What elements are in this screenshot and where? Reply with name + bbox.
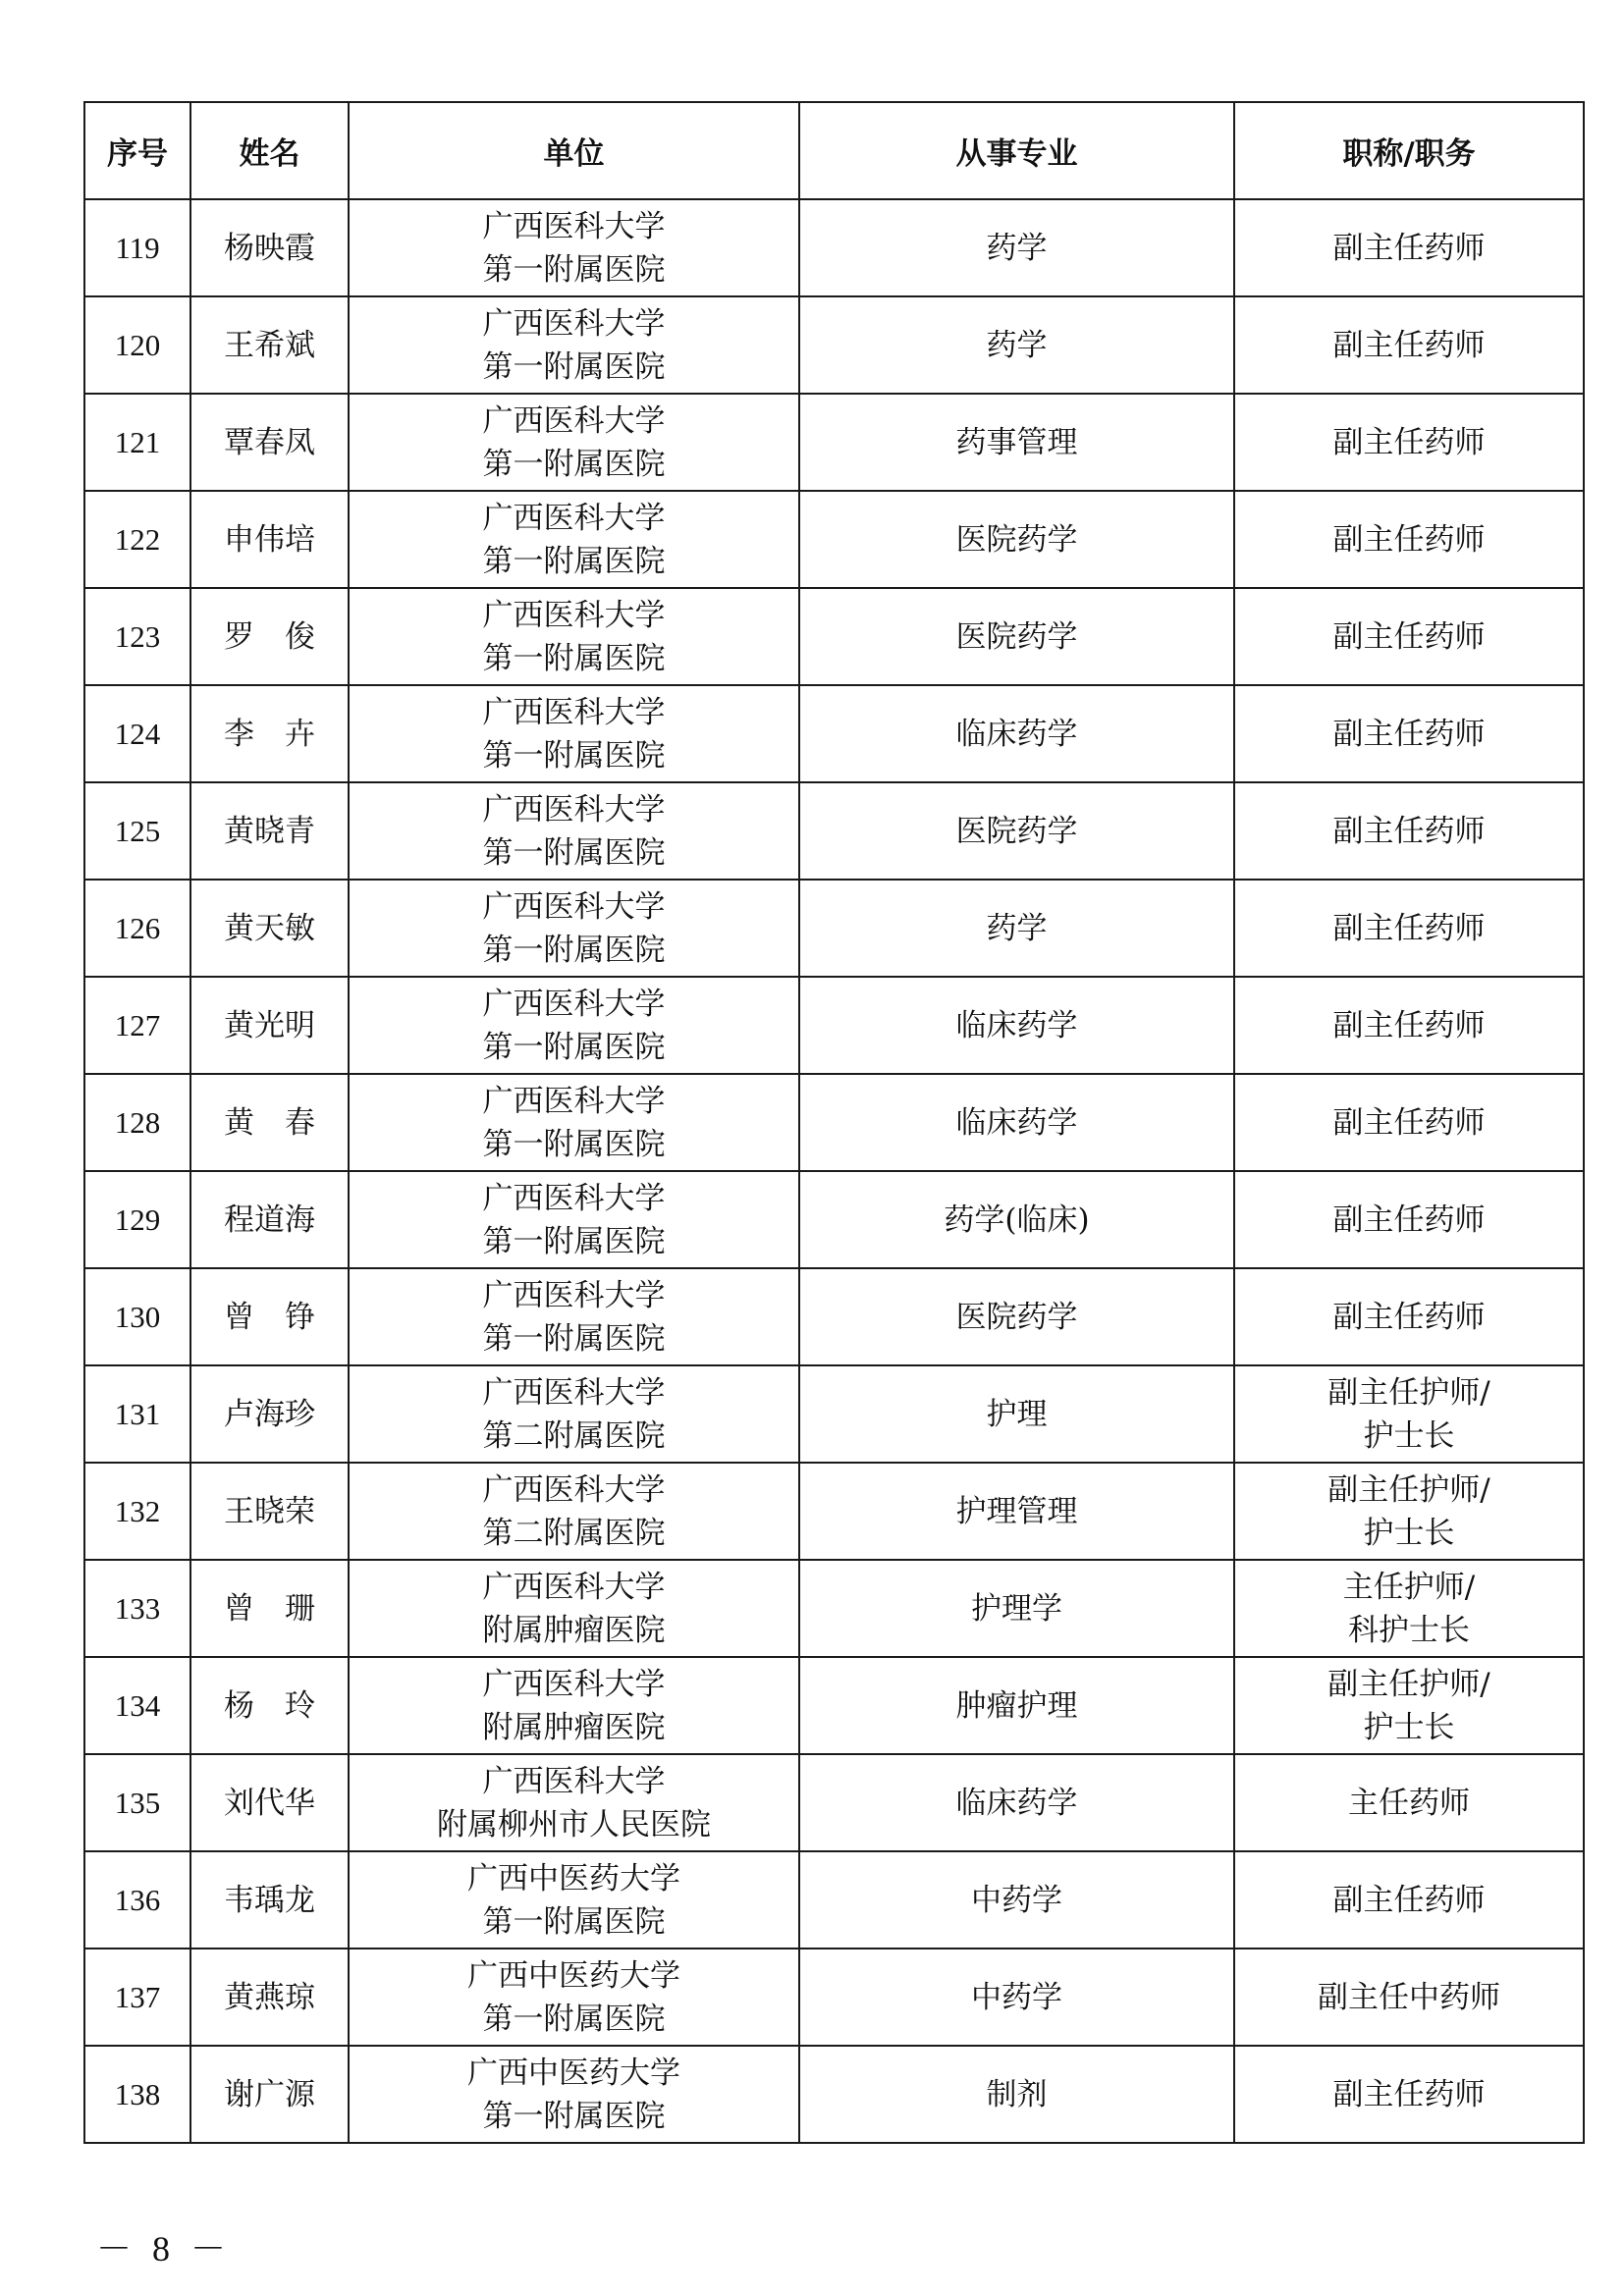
- table-row: [84, 296, 1584, 394]
- unit-line: 第一附属医院: [482, 251, 666, 288]
- title-position-cell: [1234, 2046, 1584, 2143]
- serial-number-cell: 129: [84, 1171, 190, 1268]
- specialty-cell: 药事管理: [799, 394, 1234, 491]
- unit-cell: [349, 1365, 799, 1463]
- serial-number-cell: 130: [84, 1268, 190, 1365]
- name-cell: 申伟培: [190, 491, 349, 588]
- title-position-cell: [1234, 1754, 1584, 1851]
- title-line: 副主任药师: [1332, 910, 1486, 946]
- unit-line: 第一附属医院: [482, 640, 666, 676]
- unit-cell: [349, 296, 799, 394]
- unit-line: 广西医科大学: [482, 791, 666, 828]
- table-row: [84, 1754, 1584, 1851]
- title-line: 护士长: [1363, 1515, 1455, 1551]
- specialty-cell: 肿瘤护理: [799, 1657, 1234, 1754]
- unit-line: 附属肿瘤医院: [482, 1709, 666, 1745]
- specialty-cell: 药学: [799, 880, 1234, 977]
- title-line: 副主任药师: [1332, 1201, 1486, 1238]
- name-cell: 李 卉: [190, 685, 349, 782]
- unit-line: 第二附属医院: [482, 1417, 666, 1454]
- title-line: 副主任药师: [1332, 1007, 1486, 1043]
- unit-line: 第一附属医院: [482, 2001, 666, 2037]
- table-row: [84, 977, 1584, 1074]
- title-position-cell: [1234, 685, 1584, 782]
- name-cell: 杨映霞: [190, 199, 349, 296]
- specialty-cell: 临床药学: [799, 685, 1234, 782]
- unit-cell: [349, 880, 799, 977]
- title-position-cell: [1234, 199, 1584, 296]
- table-row: [84, 394, 1584, 491]
- specialty-cell: 药学: [799, 199, 1234, 296]
- unit-line: 广西中医药大学: [467, 1957, 680, 1994]
- specialty-cell: 中药学: [799, 1949, 1234, 2046]
- unit-line: 广西医科大学: [482, 402, 666, 439]
- unit-line: 第一附属医院: [482, 1223, 666, 1259]
- unit-cell: [349, 1463, 799, 1560]
- unit-line: 广西医科大学: [482, 1180, 666, 1216]
- table-row: [84, 1171, 1584, 1268]
- unit-cell: [349, 1754, 799, 1851]
- title-position-cell: [1234, 977, 1584, 1074]
- table-row: [84, 685, 1584, 782]
- title-line: 副主任药师: [1332, 716, 1486, 752]
- unit-line: 广西医科大学: [482, 1374, 666, 1411]
- name-cell: 黄燕琼: [190, 1949, 349, 2046]
- unit-line: 第一附属医院: [482, 543, 666, 579]
- unit-line: 广西医科大学: [482, 1277, 666, 1313]
- table-header-row: [84, 102, 1584, 199]
- unit-cell: [349, 1171, 799, 1268]
- name-cell: 程道海: [190, 1171, 349, 1268]
- table-row: [84, 782, 1584, 880]
- unit-cell: [349, 977, 799, 1074]
- title-line: 副主任药师: [1332, 327, 1486, 363]
- title-line: 护士长: [1363, 1417, 1455, 1454]
- title-position-cell: [1234, 491, 1584, 588]
- unit-line: 第一附属医院: [482, 1320, 666, 1357]
- title-line: 副主任药师: [1332, 521, 1486, 558]
- unit-cell: [349, 1949, 799, 2046]
- table-row: [84, 1268, 1584, 1365]
- specialty-cell: 药学: [799, 296, 1234, 394]
- name-cell: 杨 玲: [190, 1657, 349, 1754]
- title-position-cell: [1234, 1268, 1584, 1365]
- serial-number-cell: 121: [84, 394, 190, 491]
- title-line: 副主任药师: [1332, 2076, 1486, 2112]
- specialty-cell: 临床药学: [799, 1074, 1234, 1171]
- name-cell: 王希斌: [190, 296, 349, 394]
- unit-line: 附属肿瘤医院: [482, 1612, 666, 1648]
- title-line: 副主任护师/: [1327, 1374, 1490, 1411]
- serial-number-cell: 123: [84, 588, 190, 685]
- specialty-cell: 医院药学: [799, 782, 1234, 880]
- name-cell: 卢海珍: [190, 1365, 349, 1463]
- table-row: [84, 1365, 1584, 1463]
- serial-number-cell: 126: [84, 880, 190, 977]
- serial-number-cell: 125: [84, 782, 190, 880]
- unit-line: 广西医科大学: [482, 500, 666, 536]
- unit-cell: [349, 1560, 799, 1657]
- title-position-cell: [1234, 1949, 1584, 2046]
- specialty-cell: 制剂: [799, 2046, 1234, 2143]
- unit-line: 广西医科大学: [482, 305, 666, 342]
- unit-line: 广西中医药大学: [467, 1860, 680, 1896]
- unit-line: 广西医科大学: [482, 694, 666, 730]
- title-line: 副主任护师/: [1327, 1471, 1490, 1508]
- serial-number-cell: 128: [84, 1074, 190, 1171]
- name-cell: 黄天敏: [190, 880, 349, 977]
- unit-cell: [349, 1074, 799, 1171]
- unit-line: 第一附属医院: [482, 1029, 666, 1065]
- name-cell: 黄 春: [190, 1074, 349, 1171]
- serial-number-cell: 122: [84, 491, 190, 588]
- title-line: 科护士长: [1348, 1612, 1470, 1648]
- serial-number-cell: 132: [84, 1463, 190, 1560]
- title-line: 副主任药师: [1332, 1104, 1486, 1141]
- header-title-position: 职称/职务: [1234, 102, 1584, 199]
- unit-cell: [349, 491, 799, 588]
- unit-line: 广西医科大学: [482, 597, 666, 633]
- table-row: [84, 2046, 1584, 2143]
- specialty-cell: 临床药学: [799, 977, 1234, 1074]
- unit-line: 广西医科大学: [482, 1569, 666, 1605]
- title-line: 副主任药师: [1332, 424, 1486, 460]
- table-row: [84, 588, 1584, 685]
- specialty-cell: 中药学: [799, 1851, 1234, 1949]
- title-position-cell: [1234, 588, 1584, 685]
- serial-number-cell: 135: [84, 1754, 190, 1851]
- title-line: 护士长: [1363, 1709, 1455, 1745]
- name-cell: 韦瑀龙: [190, 1851, 349, 1949]
- unit-line: 广西医科大学: [482, 1763, 666, 1799]
- page-number: － 8 －: [96, 2229, 233, 2269]
- title-position-cell: [1234, 394, 1584, 491]
- specialty-cell: 临床药学: [799, 1754, 1234, 1851]
- name-cell: 罗 俊: [190, 588, 349, 685]
- title-line: 副主任药师: [1332, 813, 1486, 849]
- unit-line: 第二附属医院: [482, 1515, 666, 1551]
- serial-number-cell: 134: [84, 1657, 190, 1754]
- unit-cell: [349, 394, 799, 491]
- title-line: 主任护师/: [1342, 1569, 1476, 1605]
- title-position-cell: [1234, 1851, 1584, 1949]
- serial-number-cell: 138: [84, 2046, 190, 2143]
- unit-line: 第一附属医院: [482, 348, 666, 385]
- unit-cell: [349, 782, 799, 880]
- unit-line: 第一附属医院: [482, 1903, 666, 1940]
- name-cell: 黄光明: [190, 977, 349, 1074]
- serial-number-cell: 119: [84, 199, 190, 296]
- header-name: 姓名: [190, 102, 349, 199]
- unit-line: 广西医科大学: [482, 208, 666, 244]
- title-line: 副主任药师: [1332, 618, 1486, 655]
- table-row: [84, 1657, 1584, 1754]
- unit-line: 广西医科大学: [482, 1083, 666, 1119]
- unit-line: 第一附属医院: [482, 834, 666, 871]
- specialty-cell: 医院药学: [799, 588, 1234, 685]
- unit-line: 广西医科大学: [482, 1471, 666, 1508]
- unit-cell: [349, 588, 799, 685]
- title-line: 副主任药师: [1332, 230, 1486, 266]
- title-position-cell: [1234, 1074, 1584, 1171]
- title-position-cell: [1234, 1365, 1584, 1463]
- unit-cell: [349, 1851, 799, 1949]
- unit-line: 第一附属医院: [482, 932, 666, 968]
- serial-number-cell: 133: [84, 1560, 190, 1657]
- title-position-cell: [1234, 1463, 1584, 1560]
- name-cell: 王晓荣: [190, 1463, 349, 1560]
- name-cell: 黄晓青: [190, 782, 349, 880]
- title-position-cell: [1234, 296, 1584, 394]
- unit-cell: [349, 685, 799, 782]
- unit-line: 广西医科大学: [482, 986, 666, 1022]
- serial-number-cell: 136: [84, 1851, 190, 1949]
- specialty-cell: 护理: [799, 1365, 1234, 1463]
- serial-number-cell: 137: [84, 1949, 190, 2046]
- name-cell: 谢广源: [190, 2046, 349, 2143]
- table-row: [84, 1851, 1584, 1949]
- title-position-cell: [1234, 1657, 1584, 1754]
- unit-cell: [349, 1657, 799, 1754]
- serial-number-cell: 120: [84, 296, 190, 394]
- table-row: [84, 1949, 1584, 2046]
- header-unit: 单位: [349, 102, 799, 199]
- table-row: [84, 491, 1584, 588]
- name-cell: 刘代华: [190, 1754, 349, 1851]
- title-line: 副主任护师/: [1327, 1666, 1490, 1702]
- serial-number-cell: 127: [84, 977, 190, 1074]
- unit-line: 第一附属医院: [482, 2098, 666, 2134]
- title-line: 副主任药师: [1332, 1299, 1486, 1335]
- personnel-table: [83, 101, 1585, 2144]
- table-row: [84, 1074, 1584, 1171]
- specialty-cell: 医院药学: [799, 1268, 1234, 1365]
- title-position-cell: [1234, 782, 1584, 880]
- table-row: [84, 880, 1584, 977]
- serial-number-cell: 131: [84, 1365, 190, 1463]
- unit-cell: [349, 1268, 799, 1365]
- specialty-cell: 护理管理: [799, 1463, 1234, 1560]
- specialty-cell: 医院药学: [799, 491, 1234, 588]
- table-row: [84, 1463, 1584, 1560]
- header-specialty: 从事专业: [799, 102, 1234, 199]
- specialty-cell: 药学(临床): [799, 1171, 1234, 1268]
- table-row: [84, 199, 1584, 296]
- specialty-cell: 护理学: [799, 1560, 1234, 1657]
- unit-line: 广西中医药大学: [467, 2055, 680, 2091]
- name-cell: 曾 铮: [190, 1268, 349, 1365]
- unit-cell: [349, 2046, 799, 2143]
- title-position-cell: [1234, 1171, 1584, 1268]
- name-cell: 覃春凤: [190, 394, 349, 491]
- unit-cell: [349, 199, 799, 296]
- unit-line: 广西医科大学: [482, 888, 666, 925]
- title-line: 副主任中药师: [1318, 1979, 1500, 2015]
- unit-line: 第一附属医院: [482, 1126, 666, 1162]
- title-line: 副主任药师: [1332, 1882, 1486, 1918]
- unit-line: 第一附属医院: [482, 446, 666, 482]
- title-position-cell: [1234, 1560, 1584, 1657]
- serial-number-cell: 124: [84, 685, 190, 782]
- table-body: [84, 199, 1584, 2143]
- title-position-cell: [1234, 880, 1584, 977]
- title-line: 主任药师: [1348, 1785, 1470, 1821]
- header-serial-number: 序号: [84, 102, 190, 199]
- unit-line: 附属柳州市人民医院: [437, 1806, 711, 1842]
- unit-line: 广西医科大学: [482, 1666, 666, 1702]
- name-cell: 曾 珊: [190, 1560, 349, 1657]
- table-row: [84, 1560, 1584, 1657]
- unit-line: 第一附属医院: [482, 737, 666, 774]
